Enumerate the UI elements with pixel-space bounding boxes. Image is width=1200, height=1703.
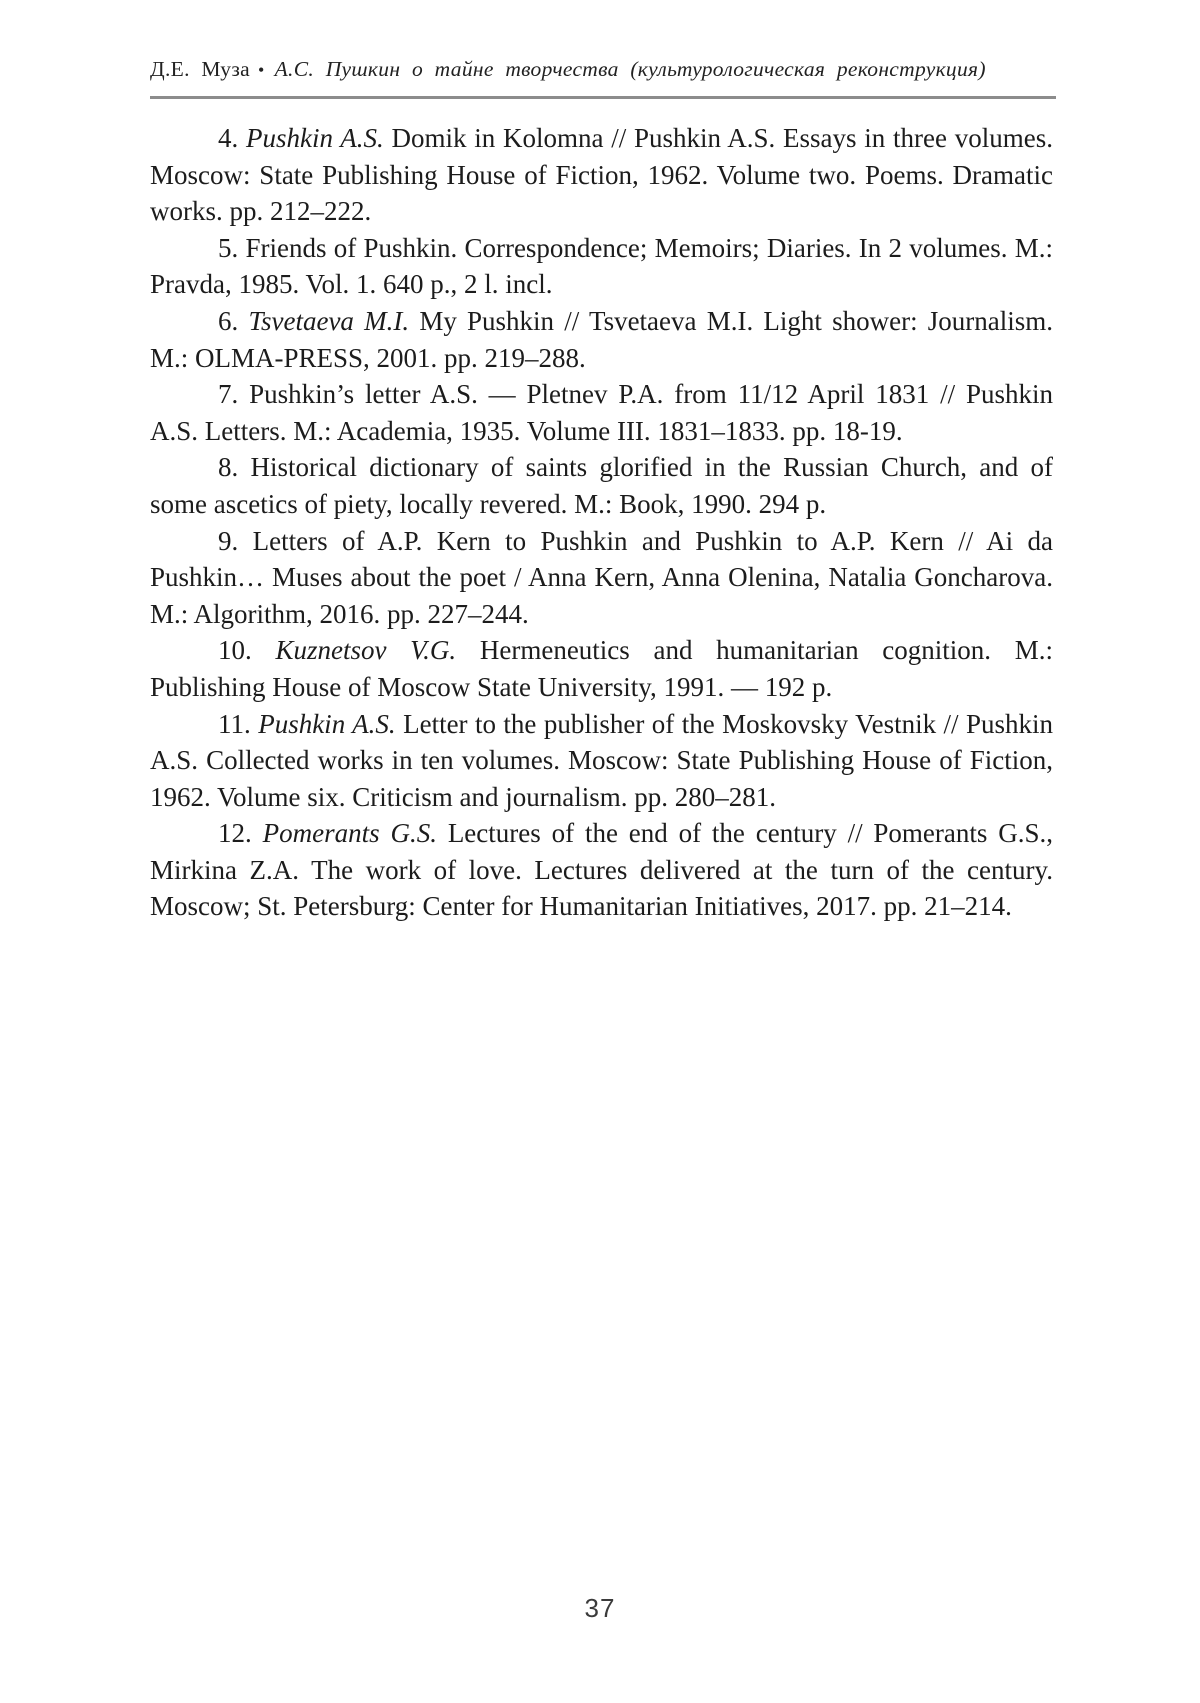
- entry-author: Pushkin A.S.: [258, 708, 396, 739]
- bibliography-entry: [150, 632, 1053, 705]
- entry-number: 8.: [218, 452, 239, 483]
- entry-author: Tsvetaeva M.I.: [248, 305, 410, 336]
- entry-text: Lectures of the end of the century // Pomerants G.S., Mirkina Z.A. The work of love. Lectures delivered at the turn of the century. Moscow; St. Petersburg: Center for Humanitarian Initiatives, 2017. pp. 21–214.: [150, 818, 1054, 922]
- entry-text: Letter to the publisher of the Moskovsky Vestnik // Pushkin A.S. Collected works in ten volumes. Moscow: State Publishing House of Fiction, 1962. Volume six. Criticism and journalism. pp. 280–281.: [150, 708, 1054, 812]
- entry-author: Pushkin A.S.: [246, 123, 384, 153]
- entry-text: My Pushkin // Tsvetaeva M.I. Light shower: Journalism. M.: OLMA-PRESS, 2001. pp. 219–288.: [150, 305, 1054, 373]
- entry-text: Historical dictionary of saints glorified in the Russian Church, and of some ascetics of piety, locally revered. M.: Book, 1990. 294 p.: [150, 452, 1054, 519]
- entry-number: 5.: [218, 232, 239, 263]
- entry-text: Letters of A.P. Kern to Pushkin and Pushkin to A.P. Kern // Ai da Pushkin… Muses about the poet / Anna Kern, Anna Olenina, Natalia Goncharova. M.: Algorithm, 2016. pp. 227–244.: [150, 525, 1053, 629]
- header-author: Д.Е. Муза: [150, 57, 250, 81]
- page-footer: [0, 1593, 1200, 1624]
- entry-number: 4.: [218, 123, 239, 153]
- bibliography-entry: [150, 523, 1053, 633]
- entry-author: Pomerants G.S.: [262, 818, 437, 849]
- page-number: 37: [584, 1593, 616, 1623]
- bibliography-entry: [150, 706, 1053, 816]
- bibliography-entry: [150, 230, 1053, 303]
- bullet-separator: •: [258, 60, 265, 80]
- bibliography-entry: [150, 449, 1053, 522]
- entry-text: Hermeneutics and humanitarian cognition. M.: Publishing House of Moscow State University, 1991. — 192 p.: [150, 635, 1054, 702]
- header-title: А.С. Пушкин о тайне творчества (культурологическая реконструкция): [274, 57, 986, 81]
- entry-number: 12.: [218, 818, 252, 849]
- entry-number: 10.: [218, 635, 252, 666]
- bibliography-entry: [150, 376, 1053, 449]
- entry-number: 7.: [218, 379, 239, 410]
- bibliography-entry: [150, 120, 1053, 230]
- header-rule: [150, 96, 1056, 99]
- running-header: [150, 57, 1060, 82]
- entry-number: 6.: [218, 305, 239, 336]
- entry-text: Friends of Pushkin. Correspondence; Memoirs; Diaries. In 2 volumes. M.: Pravda, 1985. Vol. 1. 640 p., 2 l. incl.: [150, 232, 1053, 300]
- bibliography-entry: [150, 303, 1053, 376]
- entry-number: 9.: [218, 525, 239, 556]
- bibliography-entry: [150, 815, 1053, 925]
- entry-text: Domik in Kolomna // Pushkin A.S. Essays in three volumes. Moscow: State Publishing House of Fiction, 1962. Volume two. Poems. Dramatic works. pp. 212–222.: [150, 123, 1053, 227]
- entry-text: Pushkin’s letter A.S. — Pletnev P.A. from 11/12 April 1831 // Pushkin A.S. Letters. M.: Academia, 1935. Volume III. 1831–1833. pp. 18-19.: [150, 379, 1054, 446]
- entry-number: 11.: [218, 708, 251, 739]
- entry-author: Kuznetsov V.G.: [275, 635, 457, 666]
- bibliography-list: [150, 120, 1053, 925]
